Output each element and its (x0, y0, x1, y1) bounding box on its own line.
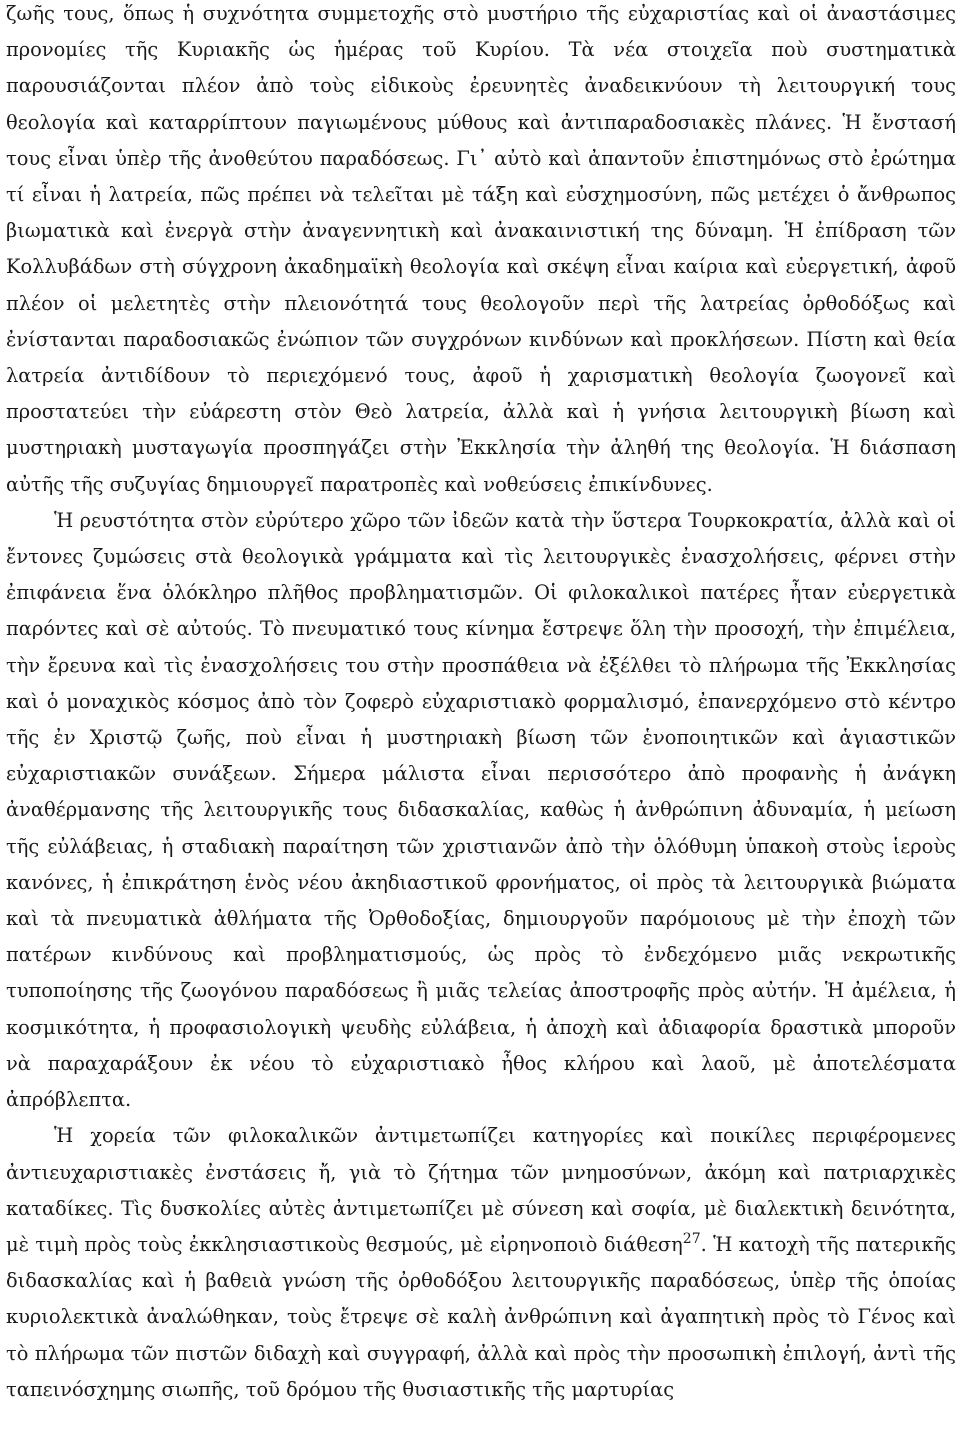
paragraph-1: ζωῆς τους, ὅπως ἡ συχνότητα συμμετοχῆς στὸ μυστήριο τῆς εὐχαριστίας καὶ οἱ ἀναστάσιμες προνομίες τῆς Κυριακῆς ὡς ἡμέρας τοῦ Κυρίου. Τὰ νέα στοιχεῖα ποὺ συστηματικὰ παρουσιάζονται πλέον ἀπὸ τοὺς εἰδικοὺς ἐρευνητὲς ἀναδεικνύουν τὴ λειτουργική τους θεολογία καὶ καταρρίπτουν παγιωμένους μύθους καὶ ἀντιπαραδοσιακὲς πλάνες. Ἡ ἔνστασή τους εἶναι ὑπὲρ τῆς ἀνοθεύτου παραδόσεως. Γι᾽ αὐτὸ καὶ ἀπαντοῦν ἐπιστημόνως στὸ ἐρώτημα τί εἶναι ἡ λατρεία, πῶς πρέπει νὰ τελεῖται μὲ τάξη καὶ εὐσχημοσύνη, πῶς μετέχει ὁ ἄνθρωπος βιωματικὰ καὶ ἐνεργὰ στὴν ἀναγεννητικὴ καὶ ἀνακαινιστική της δύναμη. Ἡ ἐπίδραση τῶν Κολλυβάδων στὴ σύγχρονη ἀκαδημαϊκὴ θεολογία καὶ σκέψη εἶναι καίρια καὶ εὐεργετική, ἀφοῦ πλέον οἱ μελετητὲς στὴν πλειονότητά τους θεολογοῦν περὶ τῆς λατρείας ὀρθοδόξως καὶ ἐνίστανται παραδοσιακῶς ἐνώπιον τῶν συγχρόνων κινδύνων καὶ προκλήσεων. Πίστη καὶ θεία λατρεία ἀντιδίδουν τὸ περιεχόμενό τους, ἀφοῦ ἡ χαρισματικὴ θεολογία ζωογονεῖ καὶ προστατεύει τὴν εὐάρεστη στὸν Θεὸ λατρεία, ἀλλὰ καὶ ἡ γνήσια λειτουργικὴ βίωση καὶ μυστηριακὴ μυσταγωγία προσπηγάζει στὴν Ἐκκλησία τὴν ἀληθή της θεολογία. Ἡ διάσπαση αὐτῆς τῆς συζυγίας δημιουργεῖ παρατροπὲς καὶ νοθεύσεις ἐπικίνδυνες. (6, 2, 956, 496)
paragraph-3 (6, 1118, 956, 1408)
paragraph-3-text-end: . Ἡ κατοχὴ τῆς πατερικῆς διδασκαλίας καὶ ἡ βαθειὰ γνώση τῆς ὀρθοδόξου λειτουργικῆς παραδόσεως, ὑπὲρ τῆς ὁποίας κυριολεκτικὰ ἀναλώθηκαν, τοὺς ἔτρεψε σὲ καλὴ ἀνθρώπινη καὶ ἀγαπητικὴ πρὸς τὸ Γένος καὶ τὸ πλήρωμα τῶν πιστῶν διδαχὴ καὶ συγγραφή, ἀλλὰ καὶ πρὸς τὴν προσωπικὴ ἐπιλογή, ἀντὶ τῆς ταπεινόσχημης σιωπῆς, τοῦ δρόμου τῆς θυσιαστικῆς τῆς μαρτυρίας (6, 1232, 956, 1401)
footnote-marker[interactable]: 27 (682, 1230, 701, 1247)
paragraph-3-text-start: Ἡ χορεία τῶν φιλοκαλικῶν ἀντιμετωπίζει κατηγορίες καὶ ποικίλες περιφέρομενες ἀντιευχαριστιακὲς ἐνστάσεις ἤ, γιὰ τὸ ζήτημα τῶν μνημοσύνων, ἀκόμη καὶ πατριαρχικὲς καταδίκες. Τὶς δυσκολίες αὐτὲς ἀντιμετωπίζει μὲ σύνεση καὶ σοφία, μὲ διαλεκτικὴ δεινότητα, μὲ τιμὴ πρὸς τοὺς ἐκκλησιαστικοὺς θεσμούς, μὲ εἰρηνοποιὸ διάθεση (6, 1124, 956, 1256)
paragraph-2: Ἡ ρευστότητα στὸν εὐρύτερο χῶρο τῶν ἰδεῶν κατὰ τὴν ὕστερα Τουρκοκρατία, ἀλλὰ καὶ οἱ ἔντονες ζυμώσεις στὰ θεολογικὰ γράμματα καὶ τὶς λειτουργικὲς ἐνασχολήσεις, φέρνει στὴν ἐπιφάνεια ἕνα ὁλόκληρο πλῆθος προβληματισμῶν. Οἱ φιλοκαλικοὶ πατέρες ἦταν εὐεργετικὰ παρόντες καὶ σὲ αὐτούς. Τὸ πνευματικό τους κίνημα ἔστρεψε ὅλη τὴν προσοχή, τὴν ἐπιμέλεια, τὴν ἔρευνα καὶ τὶς ἐνασχολήσεις του στὴν προσπάθεια νὰ ἐξέλθει τὸ πλήρωμα τῆς Ἐκκλησίας καὶ ὁ μοναχικὸς κόσμος ἀπὸ τὸν ζοφερὸ εὐχαριστιακὸ φορμαλισμό, ἐπανερχόμενο στὸ κέντρο τῆς ἐν Χριστῷ ζωῆς, ποὺ εἶναι ἡ μυστηριακὴ βίωση τῶν ἑνοποιητικῶν καὶ ἁγιαστικῶν εὐχαριστιακῶν συνάξεων. Σήμερα μάλιστα εἶναι περισσότερο ἀπὸ προφανὴς ἡ ἀνάγκη ἀναθέρμανσης τῆς λειτουργικῆς τους διδασκαλίας, καθὼς ἡ ἀνθρώπινη ἀδυναμία, ἡ μείωση τῆς εὐλάβειας, ἡ σταδιακὴ παραίτηση τῶν χριστιανῶν ἀπὸ τὴν ὁλόθυμη ὑπακοὴ στοὺς ἱεροὺς κανόνες, ἡ ἐπικράτηση ἑνὸς νέου ἀκηδιαστικοῦ φρονήματος, οἱ πρὸς τὰ λειτουργικὰ βιώματα καὶ τὰ πνευματικὰ ἀθλήματα τῆς Ὀρθοδοξίας, δημιουργοῦν παρόμοιους μὲ τὴν ἐποχὴ τῶν πατέρων κινδύνους καὶ προβληματισμούς, ὡς πρὸς τὸ ἐνδεχόμενο μιᾶς νεκρωτικῆς τυποποίησης τῆς ζωογόνου παραδόσεως ἢ μιᾶς τελείας ἀποστροφῆς πρὸς αὐτήν. Ἡ ἀμέλεια, ἡ κοσμικότητα, ἡ προφασιολογικὴ ψευδὴς εὐλάβεια, ἡ ἀποχὴ καὶ ἀδιαφορία δραστικὰ μποροῦν νὰ παραχαράξουν ἐκ νέου τὸ εὐχαριστιακὸ ἦθος κλήρου καὶ λαοῦ, μὲ ἀποτελέσματα ἀπρόβλεπτα. (6, 508, 956, 1112)
document-page (6, 0, 956, 1408)
